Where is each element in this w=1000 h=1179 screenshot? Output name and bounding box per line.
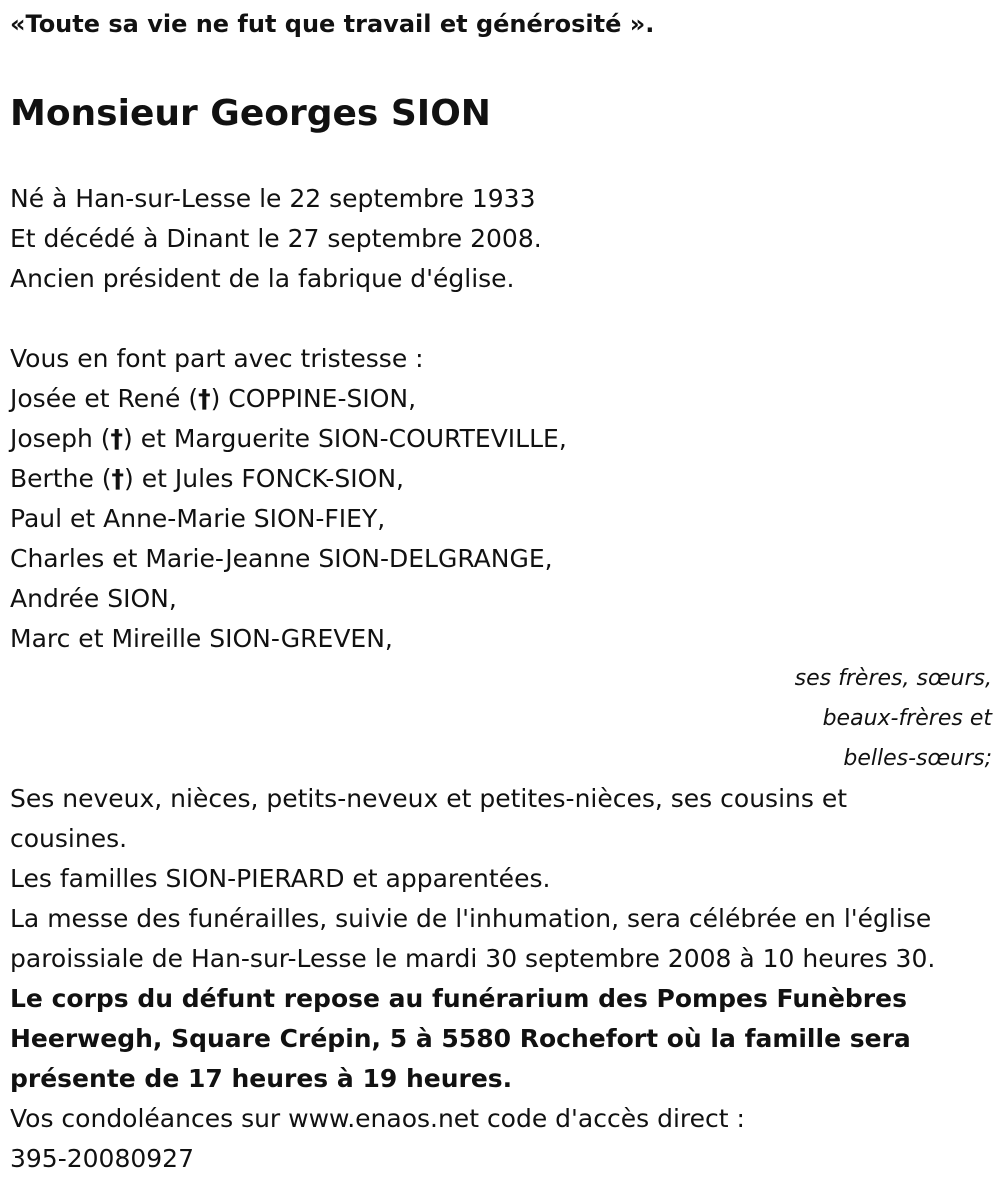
funerarium-line: présente de 17 heures à 19 heures. — [10, 1064, 513, 1093]
condolences-code: 395-20080927 — [10, 1144, 194, 1173]
mass-line: La messe des funérailles, suivie de l'inhumation, sera célébrée en l'église — [10, 904, 932, 933]
extended-family-line: cousines. — [10, 824, 128, 853]
birth-line: Né à Han-sur-Lesse le 22 septembre 1933 — [10, 184, 536, 213]
condolences-text: Vos condoléances sur www.enaos.net code d'accès direct : — [10, 1104, 745, 1133]
family-section — [10, 339, 992, 899]
biography — [10, 179, 992, 299]
family-member: Marc et Mireille SION-GREVEN, — [10, 624, 393, 653]
families-line: Les familles SION-PIERARD et apparentées. — [10, 864, 551, 893]
epitaph-quote: «Toute sa vie ne fut que travail et générosité ». — [10, 10, 655, 38]
family-member: Paul et Anne-Marie SION-FIEY, — [10, 504, 386, 533]
dagger-icon: † — [111, 464, 125, 493]
deceased-name: Monsieur Georges SION — [10, 93, 491, 134]
obituary-notice — [10, 0, 992, 1173]
family-member: Andrée SION, — [10, 584, 177, 613]
family-member: Josée et René (†) COPPINE-SION, — [10, 384, 417, 413]
dagger-icon: † — [198, 384, 211, 413]
relationship-line: belles-sœurs; — [843, 746, 992, 771]
condolences-section — [10, 1099, 992, 1179]
dagger-icon: † — [110, 424, 123, 453]
role-line: Ancien président de la fabrique d'église. — [10, 264, 515, 293]
family-member: Charles et Marie-Jeanne SION-DELGRANGE, — [10, 544, 553, 573]
family-member: Joseph (†) et Marguerite SION-COURTEVILLE, — [10, 424, 567, 453]
relationship-caption — [10, 659, 992, 779]
funerarium-line: Le corps du défunt repose au funérarium des Pompes Funèbres — [10, 984, 907, 1013]
funeral-section — [10, 899, 992, 1099]
extended-family-line: Ses neveux, nièces, petits-neveux et petites-nièces, ses cousins et — [10, 784, 848, 813]
relationship-line: ses frères, sœurs, — [794, 666, 992, 691]
family-member: Berthe (†) et Jules FONCK-SION, — [10, 464, 404, 493]
family-intro: Vous en font part avec tristesse : — [10, 344, 424, 373]
death-line: Et décédé à Dinant le 27 septembre 2008. — [10, 224, 542, 253]
spacer — [10, 299, 992, 339]
mass-line: paroissiale de Han-sur-Lesse le mardi 30 septembre 2008 à 10 heures 30. — [10, 944, 936, 973]
relationship-line: beaux-frères et — [822, 706, 992, 731]
funerarium-line: Heerwegh, Square Crépin, 5 à 5580 Rochefort où la famille sera — [10, 1024, 911, 1053]
